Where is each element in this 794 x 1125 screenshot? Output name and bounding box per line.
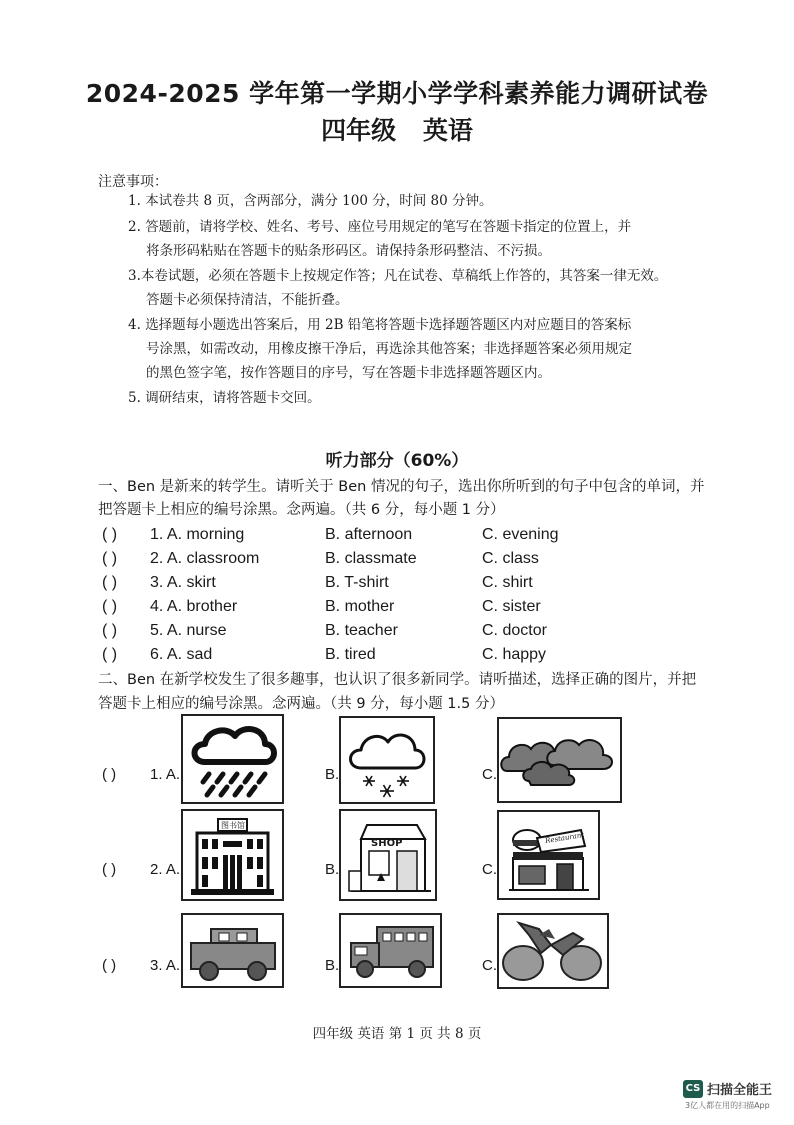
note-line: 号涂黑，如需改动，用橡皮擦干净后，再选涂其他答案；非选择题答案必须用规定 bbox=[146, 341, 632, 357]
car-icon bbox=[183, 915, 282, 986]
picture-option-snow[interactable] bbox=[339, 716, 435, 804]
restaurant-icon bbox=[499, 812, 598, 898]
answer-blank[interactable]: ( ) bbox=[102, 550, 118, 567]
note-line: 将条形码粘贴在答题卡的贴条形码区。请保持条形码整洁、不污损。 bbox=[146, 243, 551, 259]
note-line: 本试卷共 8 页，含两部分，满分 100 分，时间 80 分钟。 bbox=[145, 193, 493, 209]
part2-instruction: 二、Ben 在新学校发生了很多趣事，也认识了很多新同学。请听描述，选择正确的图片，并把 bbox=[98, 672, 697, 688]
scanner-watermark bbox=[683, 1079, 772, 1111]
note-line: 答题前，请将学校、姓名、考号、座位号用规定的笔写在答题卡指定的位置上，并 bbox=[145, 219, 632, 235]
snow-cloud-icon bbox=[341, 718, 433, 802]
note-number: 3. bbox=[128, 268, 141, 284]
bus-icon bbox=[341, 915, 440, 986]
dark-clouds-icon bbox=[499, 719, 620, 801]
picture-option-shop[interactable] bbox=[339, 809, 437, 901]
option-a-label: 1. A. bbox=[150, 766, 181, 783]
option-c: C. sister bbox=[482, 598, 541, 615]
exam-title: 2024-2025 学年第一学期小学学科素养能力调研试卷 bbox=[85, 79, 709, 108]
picture-option-car[interactable] bbox=[181, 913, 284, 988]
answer-blank[interactable]: ( ) bbox=[102, 646, 118, 663]
note-5 bbox=[128, 386, 321, 410]
option-c-label: C. bbox=[482, 957, 497, 974]
note-number: 2. bbox=[128, 219, 141, 235]
option-a: 3. A. skirt bbox=[150, 574, 216, 591]
option-c-label: C. bbox=[482, 861, 497, 878]
note-1 bbox=[128, 189, 492, 213]
note-number: 5. bbox=[128, 390, 141, 406]
watermark-tagline: 3亿人都在用的扫描App bbox=[685, 1101, 770, 1110]
answer-blank[interactable]: ( ) bbox=[102, 526, 118, 543]
answer-blank[interactable]: ( ) bbox=[102, 766, 117, 783]
option-a-label: 2. A. bbox=[150, 861, 181, 878]
note-number: 1. bbox=[128, 193, 141, 209]
picture-option-library[interactable] bbox=[181, 809, 284, 901]
picture-option-rain[interactable] bbox=[181, 714, 284, 804]
option-c-label: C. bbox=[482, 766, 497, 783]
answer-blank[interactable]: ( ) bbox=[102, 622, 118, 639]
option-a-label: 3. A. bbox=[150, 957, 181, 974]
option-b: B. afternoon bbox=[325, 526, 413, 543]
bike-icon bbox=[499, 915, 607, 987]
option-b-label: B. bbox=[325, 766, 340, 783]
option-a: 2. A. classroom bbox=[150, 550, 260, 567]
picture-option-restaurant[interactable] bbox=[497, 810, 600, 900]
cs-logo-icon: CS bbox=[683, 1080, 703, 1098]
note-2 bbox=[128, 215, 631, 239]
option-c: C. doctor bbox=[482, 622, 547, 639]
picture-option-cloudy[interactable] bbox=[497, 717, 622, 803]
answer-blank[interactable]: ( ) bbox=[102, 574, 118, 591]
note-line: 答题卡必须保持清洁，不能折叠。 bbox=[146, 292, 349, 308]
option-b: B. mother bbox=[325, 598, 395, 615]
watermark-brand: 扫描全能王 bbox=[707, 1083, 773, 1098]
part2-instruction-cont: 答题卡上相应的编号涂黑。念两遍。（共 9 分，每小题 1.5 分） bbox=[98, 696, 504, 712]
restaurant-sign: Restaurant bbox=[544, 830, 585, 846]
part1-instruction-cont: 把答题卡上相应的编号涂黑。念两遍。（共 6 分，每小题 1 分） bbox=[98, 502, 505, 518]
note-line: 选择题每小题选出答案后，用 2B 铅笔将答题卡选择题答题区内对应题目的答案标 bbox=[145, 317, 632, 333]
section-title: 听力部分（60%） bbox=[325, 451, 469, 471]
exam-subtitle: 四年级 英语 bbox=[321, 116, 473, 145]
option-b-label: B. bbox=[325, 861, 340, 878]
option-a: 5. A. nurse bbox=[150, 622, 227, 639]
library-sign: 图书馆 bbox=[221, 821, 245, 830]
option-b-label: B. bbox=[325, 957, 340, 974]
option-a: 4. A. brother bbox=[150, 598, 238, 615]
note-number: 4. bbox=[128, 317, 141, 333]
option-c: C. shirt bbox=[482, 574, 533, 591]
note-line: 调研结束，请将答题卡交回。 bbox=[145, 390, 321, 406]
part1-instruction: 一、Ben 是新来的转学生。请听关于 Ben 情况的句子，选出你所听到的句子中包含的单词，并 bbox=[98, 479, 705, 495]
option-a: 1. A. morning bbox=[150, 526, 245, 543]
note-line: 本卷试题，必须在答题卡上按规定作答；凡在试卷、草稿纸上作答的，其答案一律无效。 bbox=[140, 268, 668, 284]
option-c: C. happy bbox=[482, 646, 547, 663]
answer-blank[interactable]: ( ) bbox=[102, 861, 117, 878]
picture-option-bus[interactable] bbox=[339, 913, 442, 988]
notes-heading: 注意事项： bbox=[98, 174, 168, 190]
option-b: B. teacher bbox=[325, 622, 398, 639]
page-footer: 四年级 英语 第 1 页 共 8 页 bbox=[312, 1026, 482, 1042]
option-b: B. T-shirt bbox=[325, 574, 389, 591]
answer-blank[interactable]: ( ) bbox=[102, 598, 118, 615]
option-b: B. classmate bbox=[325, 550, 417, 567]
note-line: 的黑色签字笔，按作答题目的序号，写在答题卡非选择题答题区内。 bbox=[146, 365, 551, 381]
note-3 bbox=[128, 264, 667, 288]
option-a: 6. A. sad bbox=[150, 646, 213, 663]
picture-option-bike[interactable] bbox=[497, 913, 609, 989]
rain-cloud-icon bbox=[183, 716, 282, 802]
answer-blank[interactable]: ( ) bbox=[102, 957, 117, 974]
option-c: C. evening bbox=[482, 526, 559, 543]
option-b: B. tired bbox=[325, 646, 376, 663]
shop-icon bbox=[341, 811, 435, 899]
note-4 bbox=[128, 313, 631, 337]
shop-sign: SHOP bbox=[371, 838, 403, 849]
option-c: C. class bbox=[482, 550, 539, 567]
